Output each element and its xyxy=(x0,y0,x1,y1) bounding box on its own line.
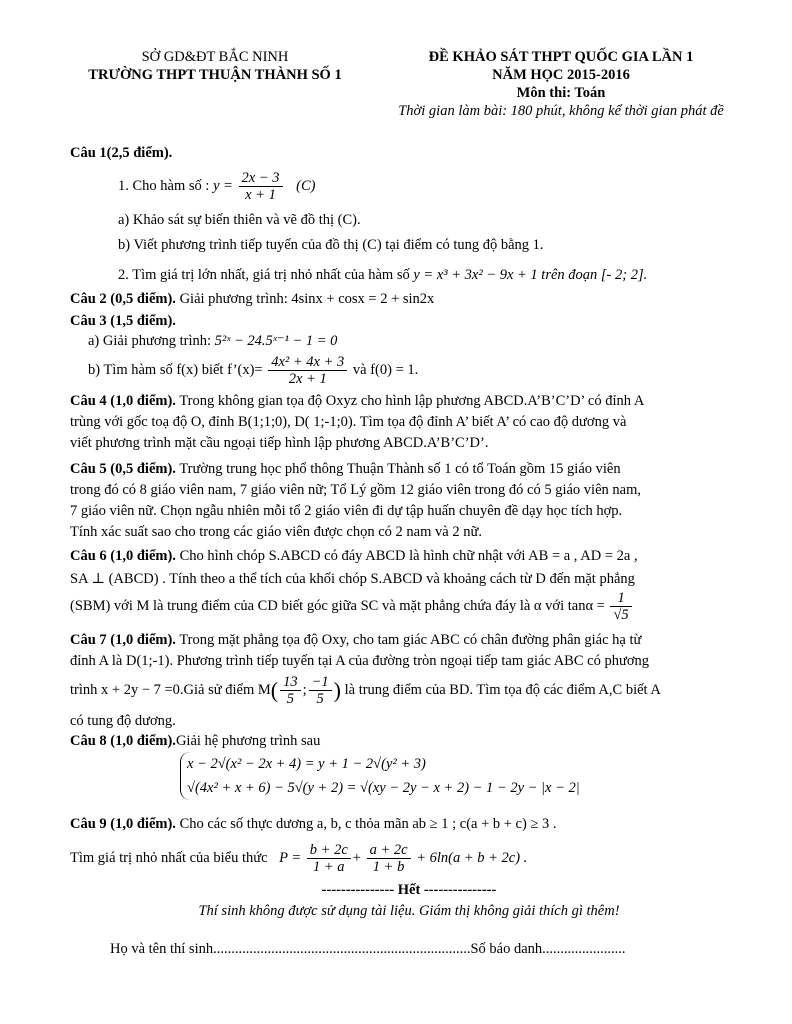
q6-text3: (SBM) với M là trung điểm của CD biết góc giữa SC và mặt phẳng chứa đáy là α với tanα = xyxy=(70,598,605,614)
q1-part2-func: y = x³ + 3x² − 9x + 1 xyxy=(413,267,538,283)
q1-part2-prefix: 2. Tìm giá trị lớn nhất, giá trị nhỏ nhất của hàm số xyxy=(118,267,410,283)
school-name: TRƯỜNG THPT THUẬN THÀNH SỐ 1 xyxy=(88,67,342,83)
q5-title: Câu 5 (0,5 điểm). xyxy=(70,461,176,477)
q5-line1 xyxy=(70,459,750,479)
school-year: NĂM HỌC 2015-2016 xyxy=(492,67,630,83)
subject: Môn thi: Toán xyxy=(516,85,606,101)
q3-b-prefix: b) Tìm hàm số f(x) biết f’(x)= xyxy=(88,362,263,378)
q3-b-suffix: và f(0) = 1. xyxy=(352,362,419,378)
q6-line3 xyxy=(70,588,750,624)
q6-line2: SA ⊥ (ABCD) . Tính theo a thể tích của khối chóp S.ABCD và khoảng cách từ D đến mặt phẳng xyxy=(70,571,635,587)
q3-frac-num: 4x² + 4x + 3 xyxy=(268,354,347,371)
end-marker: --------------- Hết --------------- xyxy=(321,882,497,898)
q4-line2: trùng với gốc toạ độ O, đỉnh B(1;1;0), D( 1;-1;0). Tìm tọa độ đỉnh A’ biết A’ có cao độ dương và xyxy=(70,414,627,430)
q8-equation1: x − 2√(x² − 2x + 4) = y + 1 − 2√(y² + 3) xyxy=(187,756,426,772)
q9-title: Câu 9 (1,0 điểm). xyxy=(70,816,176,832)
q5-text1: Trường trung học phổ thông Thuận Thành số 1 có tổ Toán gồm 15 giáo viên xyxy=(179,461,621,477)
q6-text1: Cho hình chóp S.ABCD có đáy ABCD là hình chữ nhật với AB = a , AD = 2a , xyxy=(179,548,638,564)
q1-curve-label: (C) xyxy=(296,178,316,194)
q9-line2: Tìm giá trị nhỏ nhất của biểu thức P = $\frac{b + 2c}{1 + a}$ + $\frac{a + 2c}{1 + b}$ + 6ln(a + b + 2c) . xyxy=(70,842,528,876)
q6-frac-den: √5 xyxy=(613,607,629,624)
q6-line1 xyxy=(70,546,750,566)
q1-b: b) Viết phương trình tiếp tuyến của đồ thị (C) tại điểm có tung độ bằng 1. xyxy=(118,237,544,253)
q9-text: Cho các số thực dương a, b, c thỏa mãn ab ≥ 1 ; c(a + b + c) ≥ 3 . xyxy=(179,816,557,832)
q7-my-num: −1 xyxy=(309,674,332,691)
q6-title: Câu 6 (1,0 điểm). xyxy=(70,548,176,564)
q1-part2-suffix: trên đoạn [- 2; 2]. xyxy=(541,267,648,283)
q9-p-lhs: P = xyxy=(279,850,302,866)
header-left xyxy=(70,48,360,84)
q7-text3-prefix: trình x + 2y − 7 =0.Giả sử điểm M xyxy=(70,682,271,698)
q4-line1 xyxy=(70,391,750,411)
q7-title: Câu 7 (1,0 điểm). xyxy=(70,632,176,648)
q7-text3-suffix: là trung điểm của BD. Tìm tọa độ các điểm A,C biết A xyxy=(344,682,661,698)
candidate-info-line: Họ và tên thí sinh.......................................................................Số báo danh....................... xyxy=(110,941,626,957)
q1-part2 xyxy=(118,265,792,285)
q1-part1-lhs: y = xyxy=(213,178,233,194)
q2-title: Câu 2 (0,5 điểm). xyxy=(70,291,176,307)
q7-my-fraction xyxy=(309,674,332,707)
q4-line3: viết phương trình mặt cầu ngoại tiếp hình lập phương ABCD.A’B’C’D’. xyxy=(70,435,489,451)
q1-frac-den: x + 1 xyxy=(245,187,276,204)
q1-a: a) Khảo sát sự biến thiên và vẽ đồ thị (C). xyxy=(118,212,361,228)
department-name: SỞ GD&ĐT BẮC NINH xyxy=(141,49,289,65)
q2-text: Giải phương trình: 4sinx + cosx = 2 + sin2x xyxy=(179,291,435,307)
q9-f1-num: b + 2c xyxy=(307,842,351,859)
q5-line3: 7 giáo viên nữ. Chọn ngẫu nhiên mỗi tổ 2 giáo viên đi dự tập huấn chuyên đề dạy học tích hợp. xyxy=(70,503,623,519)
q3-a xyxy=(88,331,768,351)
q9-f2-den: 1 + b xyxy=(372,859,405,876)
q1-frac-num: 2x − 3 xyxy=(239,170,283,187)
q7-line1 xyxy=(70,630,750,650)
q4-title: Câu 4 (1,0 điểm). xyxy=(70,393,176,409)
q3-fraction xyxy=(268,354,347,387)
q3-b xyxy=(88,352,768,388)
q8-line1 xyxy=(70,731,750,751)
q1-part1-prefix: 1. Cho hàm số : xyxy=(118,178,210,194)
q7-line2: đỉnh A là D(1;-1). Phương trình tiếp tuyến tại A của đường tròn ngoại tiếp tam giác ABC có phương xyxy=(70,653,649,669)
q7-mx-num: 13 xyxy=(280,674,301,691)
q7-my-den: 5 xyxy=(316,691,324,708)
q7-mx-den: 5 xyxy=(286,691,294,708)
q3-a-equation: 5²ˣ − 24.5ˣ⁻¹ − 1 = 0 xyxy=(214,333,338,349)
q8-title: Câu 8 (1,0 điểm). xyxy=(70,733,176,749)
q8-equation2: √(4x² + x + 6) − 5√(y + 2) = √(xy − 2y − x + 2) − 1 − 2y − |x − 2| xyxy=(187,780,580,796)
q9-fraction2 xyxy=(367,842,411,875)
exam-title: ĐỀ KHẢO SÁT THPT QUỐC GIA LẦN 1 xyxy=(428,49,694,65)
q9-f2-num: a + 2c xyxy=(367,842,411,859)
q6-tan-fraction xyxy=(610,590,631,623)
header-right xyxy=(375,48,747,120)
q6-frac-num: 1 xyxy=(610,590,631,607)
q7-text1: Trong mặt phẳng tọa độ Oxy, cho tam giác ABC có chân đường phân giác hạ từ xyxy=(179,632,642,648)
q2 xyxy=(70,289,750,309)
q1-title: Câu 1(2,5 điểm). xyxy=(70,145,173,161)
footer-note: Thí sinh không được sử dụng tài liệu. Giám thị không giải thích gì thêm! xyxy=(198,903,620,919)
q7-line3: trình x + 2y − 7 =0.Giả sử điểm M( $\frac{13}{5}$ ; $\frac{-1}{5}$ ) là trung điểm của BD. Tìm tọa độ các điểm A,C biết A xyxy=(70,674,661,708)
q8-text: Giải hệ phương trình sau xyxy=(175,733,321,749)
q7-line4: có tung độ dương. xyxy=(70,713,176,729)
q3-a-prefix: a) Giải phương trình: xyxy=(88,333,212,349)
q1-part1 xyxy=(118,168,792,204)
q7-mx-fraction xyxy=(280,674,301,707)
q5-line2: trong đó có 8 giáo viên nam, 7 giáo viên nữ; Tổ Lý gồm 12 giáo viên trong đó có 5 giáo viên nam, xyxy=(70,482,641,498)
q3-title: Câu 3 (1,5 điểm). xyxy=(70,313,176,329)
q9-p-tail: + 6ln(a + b + 2c) . xyxy=(416,850,528,866)
q5-line4: Tính xác suất sao cho trong các giáo viên được chọn có 2 nam và 2 nữ. xyxy=(70,524,482,540)
q4-text1: Trong không gian tọa độ Oxyz cho hình lập phương ABCD.A’B’C’D’ có đỉnh A xyxy=(179,393,645,409)
q9-f1-den: 1 + a xyxy=(313,859,345,876)
time-limit: Thời gian làm bài: 180 phút, không kể thời gian phát đề xyxy=(398,103,724,119)
q8-system xyxy=(180,752,580,800)
q3-frac-den: 2x + 1 xyxy=(288,371,327,388)
q9-fraction1 xyxy=(307,842,351,875)
q9-line1 xyxy=(70,814,750,834)
q9-text2: Tìm giá trị nhỏ nhất của biểu thức xyxy=(70,850,268,866)
q1-fraction xyxy=(239,170,283,203)
